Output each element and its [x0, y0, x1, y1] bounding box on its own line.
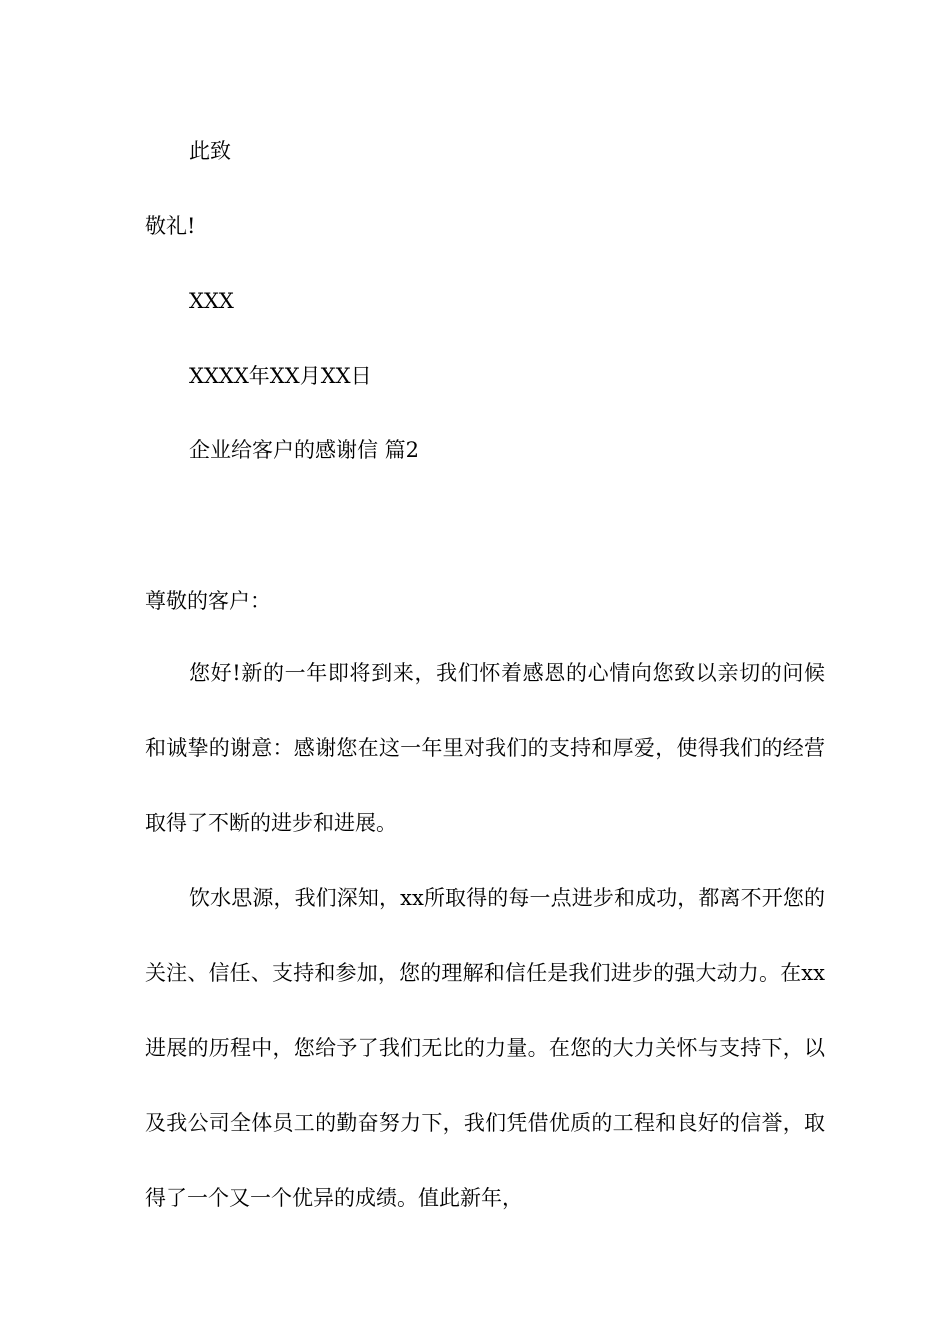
greeting: 尊敬的客户： — [145, 589, 271, 613]
date: XXXX年XX月XX日 — [189, 364, 372, 388]
paragraph-2: 饮水思源，我们深知，xx所取得的每一点进步和成功，都离不开您的关注、信任、支持和参加，您的理解和信任是我们进步的强大动力。在xx进展的历程中，您给予了我们无比的力量。在您的大力关怀与支持下，以及我公司全体员工的勤奋努力下，我们凭借优质的工程和良好的信誉，取得了一个又一个优异的成绩。值此新年， — [145, 886, 825, 1210]
section-title: 企业给客户的感谢信 篇2 — [189, 438, 420, 462]
closing-line: 此致 — [189, 139, 231, 163]
signature: XXX — [189, 289, 234, 313]
paragraph-1: 您好!新的一年即将到来，我们怀着感恩的心情向您致以亲切的问候和诚挚的谢意：感谢您在这一年里对我们的支持和厚爱，使得我们的经营取得了不断的进步和进展。 — [145, 661, 825, 835]
salute-line: 敬礼! — [145, 214, 196, 238]
